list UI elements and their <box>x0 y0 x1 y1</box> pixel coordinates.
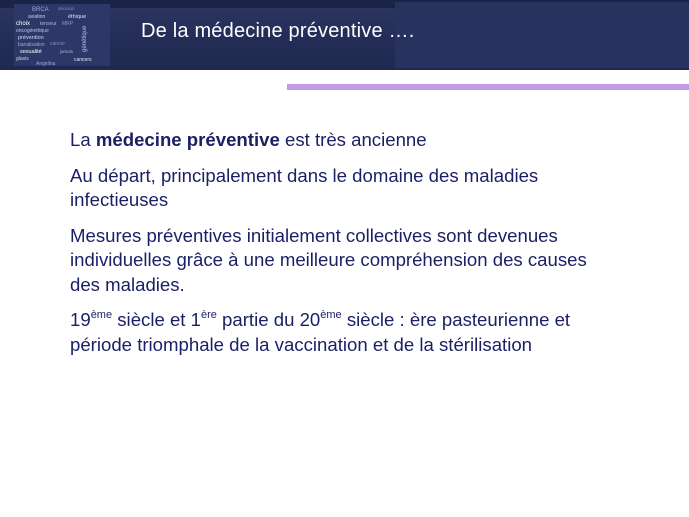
paragraph-1 <box>70 128 670 153</box>
text-line: infectieuses <box>70 189 169 210</box>
logo-word: prévention <box>18 35 44 41</box>
text: 19 <box>70 309 91 330</box>
superscript: ère <box>200 308 217 321</box>
text-line: individuelles grâce à une meilleure compréhension des causes <box>70 249 587 270</box>
text: La <box>70 129 96 150</box>
logo-word: cancers <box>74 57 92 63</box>
header-panel <box>395 2 689 68</box>
logo-word: cancer <box>50 41 66 47</box>
text-line: Mesures préventives initialement collectives sont devenues <box>70 224 558 246</box>
logo-word: tenseur <box>40 21 57 27</box>
logo-word: jamais <box>60 49 74 54</box>
slide-title: De la médecine préventive …. <box>141 20 415 42</box>
logo-word: MRP <box>62 21 74 27</box>
text: siècle et 1 <box>112 309 201 330</box>
text: siècle : ère pasteurienne et <box>341 309 571 330</box>
logo-word: éthique <box>68 14 87 20</box>
paragraph-2 <box>70 164 670 213</box>
text-line: Au départ, principalement dans le domaine des maladies <box>70 164 539 186</box>
bold-term: médecine préventive <box>95 129 280 150</box>
word-cloud-logo <box>14 4 110 66</box>
text-line: des maladies. <box>70 273 185 295</box>
slide-header <box>0 0 689 70</box>
logo-word: choix <box>16 21 31 27</box>
logo-word: aviation <box>28 14 46 20</box>
paragraph-4 <box>70 308 670 357</box>
text: partie du 20 <box>216 309 321 330</box>
superscript: ème <box>90 308 113 321</box>
logo-word: BRCA <box>32 7 49 13</box>
logo-word: banalisation <box>18 42 45 48</box>
logo-word: Angelina <box>36 61 56 66</box>
slide-body <box>70 128 670 368</box>
logo-word: oncogénétique <box>16 28 49 34</box>
logo-word: génétique <box>82 25 88 52</box>
paragraph-3 <box>70 224 670 298</box>
logo-word: sexualité <box>20 49 42 55</box>
accent-bar <box>287 84 689 90</box>
text: est très ancienne <box>279 129 427 150</box>
logo-word: glaxis <box>16 56 29 62</box>
logo-word: décision <box>58 6 75 11</box>
superscript: ème <box>320 308 342 321</box>
text-line: période triomphale de la vaccination et de la stérilisation <box>70 333 533 355</box>
